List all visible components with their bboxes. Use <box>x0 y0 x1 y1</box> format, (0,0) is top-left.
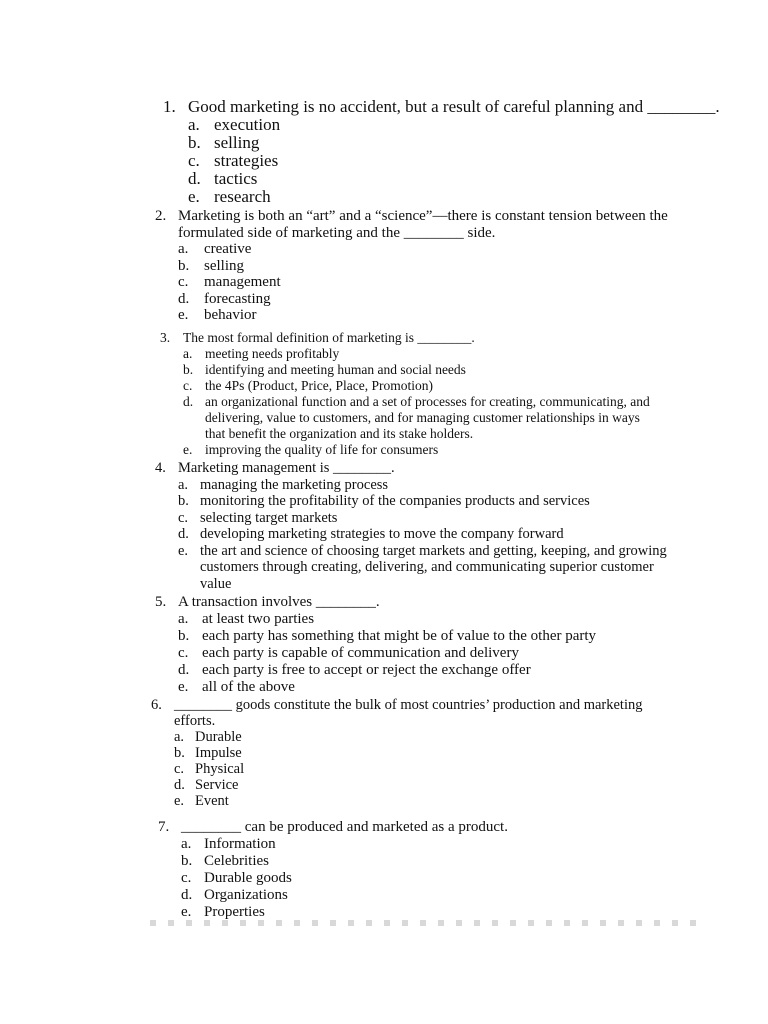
question-number: 3. <box>160 330 171 345</box>
option-e: e. the art and science of choosing target markets and getting, keeping, and growing <box>178 542 667 559</box>
question-1-stem-line <box>163 98 720 116</box>
option-c: c. Physical <box>174 761 245 777</box>
question-stem: Marketing is both an “art” and a “science”—there is constant tension between the <box>178 208 668 224</box>
option-c: c. Durable goods <box>181 870 292 886</box>
option-d: d. an organizational function and a set of processes for creating, communicating, and <box>183 394 650 409</box>
option-e: e. improving the quality of life for consumers <box>183 442 439 457</box>
option-d: d. each party is free to accept or reject the exchange offer <box>178 662 531 678</box>
option-b: b. Impulse <box>174 745 242 761</box>
question-6-stem-line-1 <box>151 697 678 713</box>
options-list <box>178 477 667 593</box>
option-d: d. forecasting <box>178 290 271 307</box>
question-stem: Good marketing is no accident, but a result of careful planning and ________. <box>188 97 720 116</box>
question-number: 7. <box>158 819 170 835</box>
options-list <box>174 729 678 809</box>
question-number: 4. <box>155 460 166 476</box>
option-e-continued: customers through creating, delivering, and communicating superior customer <box>200 559 654 575</box>
option-d: d. Organizations <box>181 887 288 903</box>
options-list <box>178 241 698 324</box>
option-b: b. each party has something that might be of value to the other party <box>178 628 597 644</box>
question-3 <box>160 330 650 458</box>
question-2-stem-line-1 <box>155 208 698 225</box>
question-stem: A transaction involves ________. <box>178 594 380 610</box>
option-d: d. developing marketing strategies to move the company forward <box>178 526 564 542</box>
question-stem-continued: formulated side of marketing and the ________ side. <box>178 224 496 241</box>
options-list <box>178 611 596 696</box>
question-5-stem-line <box>155 594 596 611</box>
option-e: e. research <box>188 187 271 206</box>
question-4 <box>155 460 667 592</box>
option-d-continued: delivering, value to customers, and for managing customer relationships in ways <box>205 410 640 425</box>
option-a: a. managing the marketing process <box>178 476 389 493</box>
cut-off-text-remnant <box>150 920 700 926</box>
question-7 <box>158 819 508 921</box>
option-c: c. the 4Ps (Product, Price, Place, Promotion) <box>183 378 433 393</box>
option-a: a. meeting needs profitably <box>183 346 340 361</box>
option-d-continued: that benefit the organization and its stake holders. <box>205 426 474 441</box>
question-number: 6. <box>151 697 162 713</box>
option-a: a. Durable <box>174 729 242 745</box>
question-stem: ________ can be produced and marketed as a product. <box>181 819 508 835</box>
options-list <box>183 346 650 458</box>
option-a: a. at least two parties <box>178 611 315 627</box>
question-number: 5. <box>155 594 167 610</box>
question-2 <box>155 208 698 324</box>
question-6 <box>151 697 678 809</box>
option-e-continued: value <box>200 575 232 592</box>
question-number: 2. <box>155 208 167 224</box>
option-c: c. each party is capable of communication and delivery <box>178 645 519 661</box>
option-c: c. management <box>178 274 281 290</box>
option-e: e. Event <box>174 793 229 809</box>
option-a: a. execution <box>188 115 281 134</box>
question-stem: Marketing management is ________. <box>178 460 395 476</box>
option-d: d. tactics <box>188 169 258 188</box>
option-e: e. behavior <box>178 307 257 323</box>
option-a: a. creative <box>178 241 252 257</box>
option-b: b. Celebrities <box>181 853 269 869</box>
option-b: b. monitoring the profitability of the companies products and services <box>178 493 590 509</box>
question-7-stem-line <box>158 819 508 836</box>
question-stem-continued: efforts. <box>174 713 216 729</box>
option-e: e. all of the above <box>178 679 295 695</box>
question-1 <box>163 98 720 206</box>
option-d: d. Service <box>174 777 239 793</box>
question-3-stem-line <box>160 330 650 346</box>
option-b: b. selling <box>178 257 244 274</box>
question-4-stem-line <box>155 460 667 477</box>
question-stem: The most formal definition of marketing is ________. <box>183 330 475 345</box>
option-c: c. strategies <box>188 151 279 170</box>
option-e: e. Properties <box>181 904 265 920</box>
option-b: b. identifying and meeting human and social needs <box>183 362 466 377</box>
option-c: c. selecting target markets <box>178 509 338 526</box>
option-b: b. selling <box>188 133 260 152</box>
options-list <box>188 116 720 206</box>
question-stem: ________ goods constitute the bulk of most countries’ production and marketing <box>174 697 643 713</box>
option-a: a. Information <box>181 836 276 852</box>
question-5 <box>155 594 596 696</box>
options-list <box>181 836 508 921</box>
question-number: 1. <box>163 97 176 116</box>
